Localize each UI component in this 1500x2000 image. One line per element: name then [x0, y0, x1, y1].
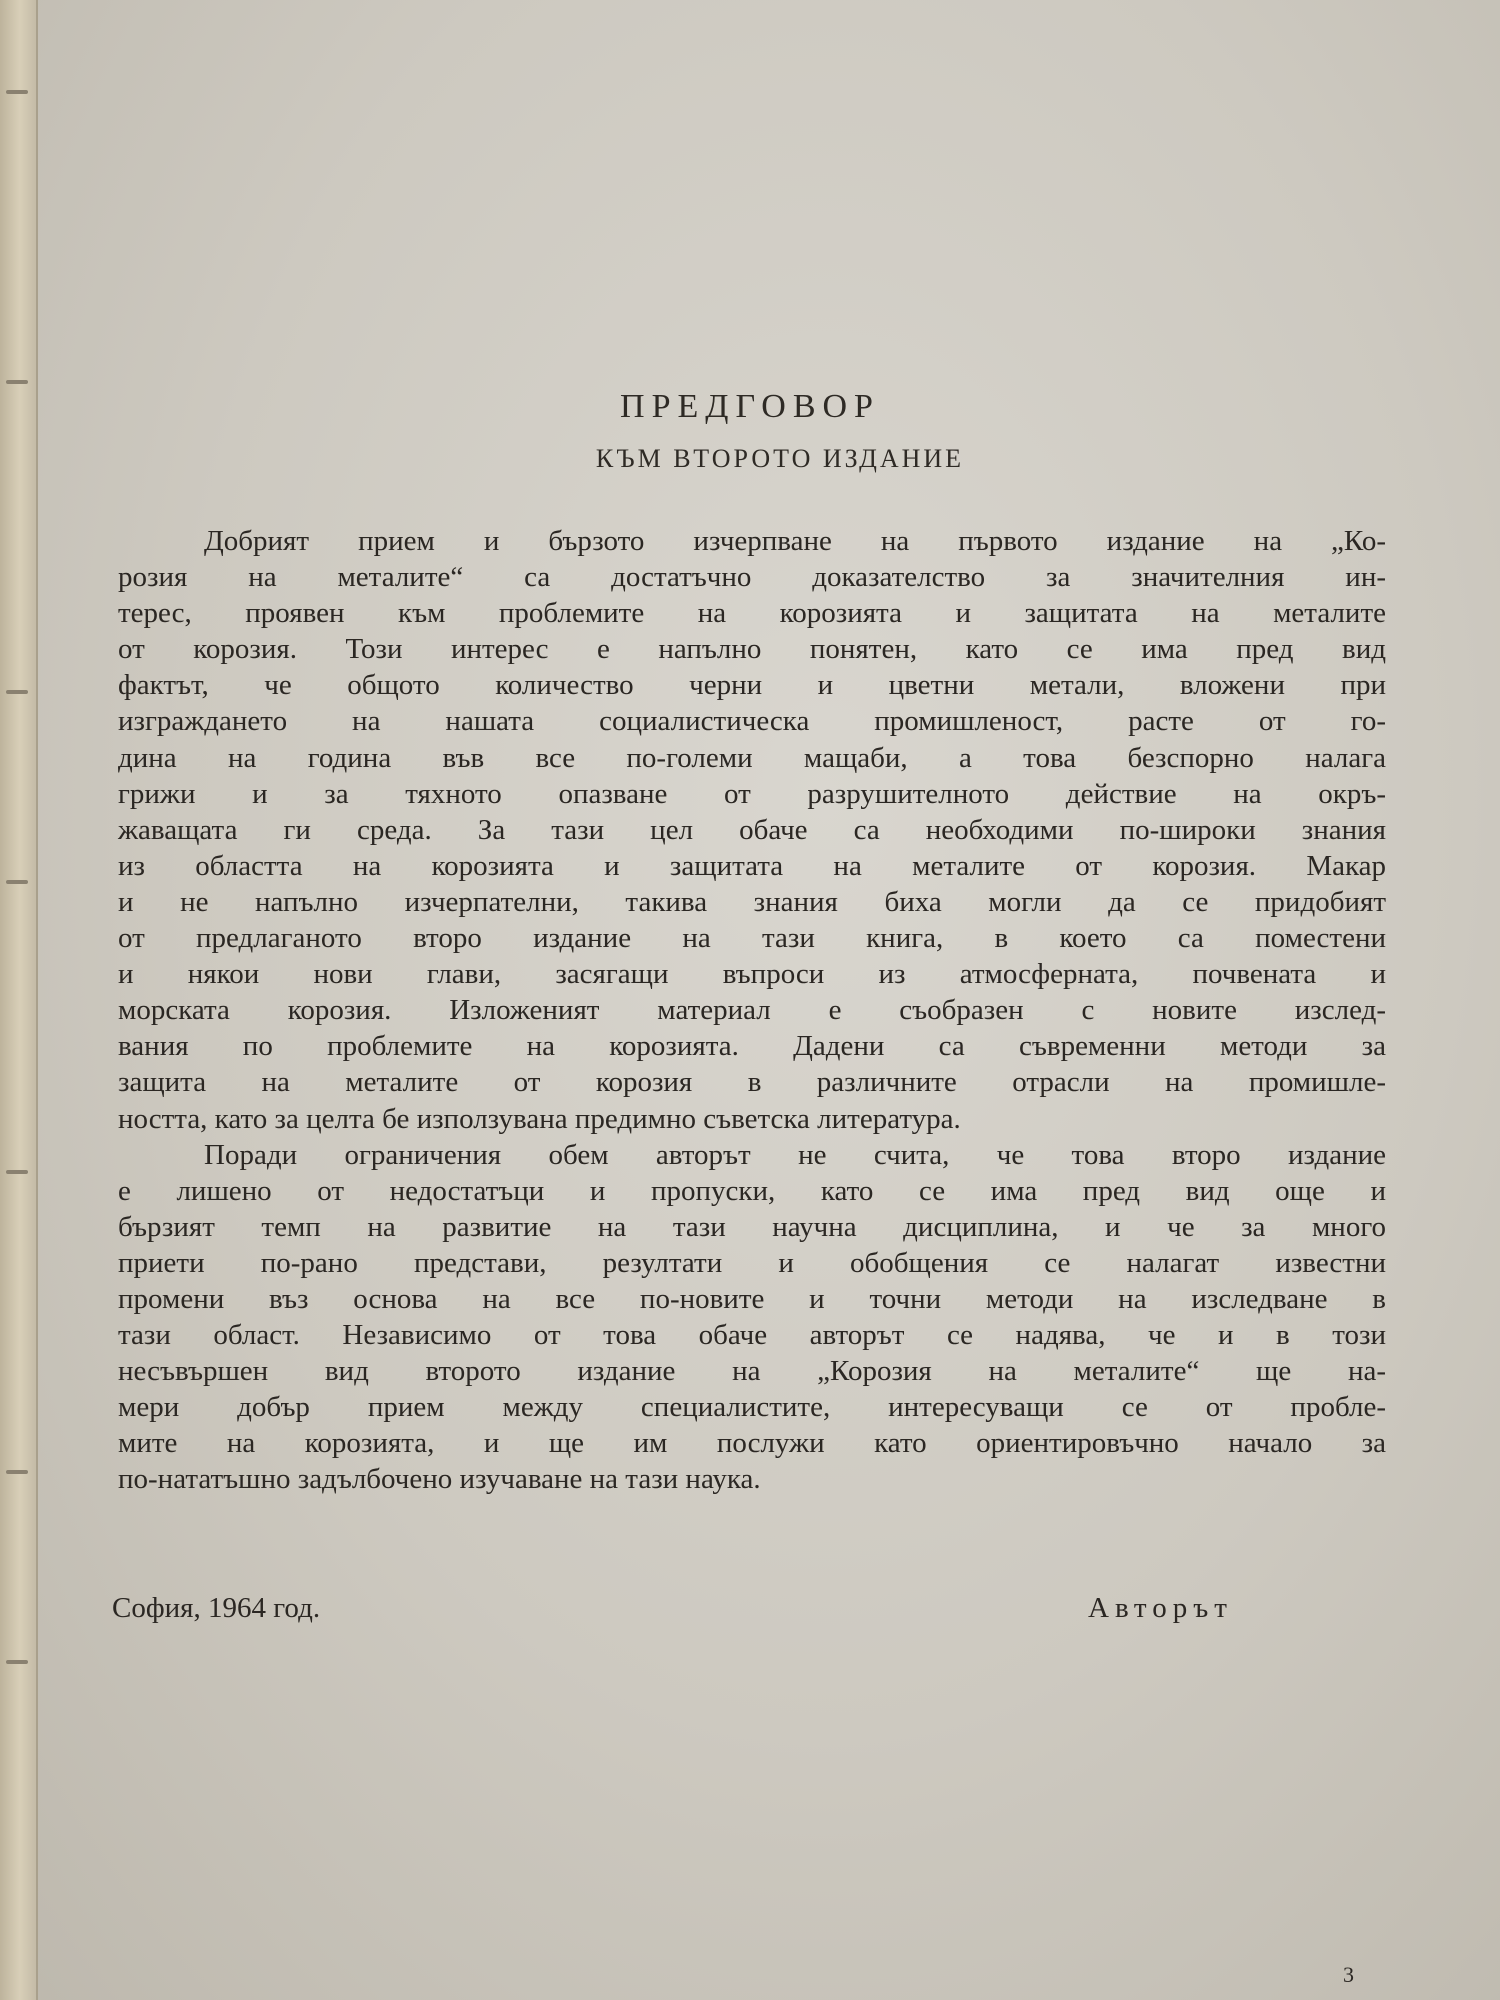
text-line: мери добър прием между специалистите, интересуващи се от пробле- [118, 1391, 1386, 1424]
page-subtitle: КЪМ ВТОРОТО ИЗДАНИЕ [595, 444, 965, 473]
text-line: промени въз основа на все по-новите и точни методи на изследване в [118, 1282, 1386, 1315]
binding-stitch [6, 90, 28, 94]
preface-body [118, 523, 1386, 1498]
text-line: грижи и за тяхното опазване от разрушителното действие на окръ- [118, 777, 1386, 810]
text-line: дина на година във все по-големи мащаби, а това безспорно налага [118, 741, 1386, 774]
text-line: жаващата ги среда. За тази цел обаче са необходими по-широки знания [118, 813, 1386, 846]
binding-stitch [6, 690, 28, 694]
text-line: Поради ограничения обем авторът не счита, че това второ издание [204, 1138, 1386, 1171]
text-line: несъвършен вид второто издание на „Корозия на металите“ ще на- [118, 1355, 1386, 1388]
text-line: и не напълно изчерпателни, такива знания биха могли да се придобият [118, 885, 1386, 918]
text-line: приети по-рано представи, резултати и обобщения се налагат известни [118, 1246, 1386, 1279]
text-line: из областта на корозията и защитата на металите от корозия. Макар [118, 849, 1386, 882]
text-line: защита на металите от корозия в различните отрасли на промишле- [118, 1066, 1386, 1099]
text-line: мите на корозията, и ще им послужи като ориентировъчно начало за [118, 1427, 1386, 1460]
text-line: фактът, че общото количество черни и цветни метали, вложени при [118, 669, 1386, 702]
binding-stitch [6, 1170, 28, 1174]
text-line: е лишено от недостатъци и пропуски, като се има пред вид още и [118, 1174, 1386, 1207]
text-line: по-нататъшно задълбочено изучаване на тази наука. [118, 1463, 761, 1496]
binding-stitch [6, 1660, 28, 1664]
page-title: ПРЕДГОВОР [620, 388, 880, 425]
text-line: от корозия. Този интерес е напълно понятен, като се има пред вид [118, 633, 1386, 666]
text-line: морската корозия. Изложеният материал е съобразен с новите изслед- [118, 994, 1386, 1027]
text-line: от предлаганото второ издание на тази книга, в което са поместени [118, 922, 1386, 955]
text-line: ността, като за целта бе използувана предимно съветска литература. [118, 1102, 961, 1135]
text-line: изграждането на нашата социалистическа промишленост, расте от го- [118, 705, 1386, 738]
text-line: и някои нови глави, засягащи въпроси из атмосферната, почвената и [118, 958, 1386, 991]
text-line: тази област. Независимо от това обаче авторът се надява, че и в този [118, 1319, 1386, 1352]
place-date: София, 1964 год. [112, 1592, 321, 1624]
page-number: 3 [1343, 1962, 1354, 1987]
binding-stitch [6, 880, 28, 884]
text-line: вания по проблемите на корозията. Дадени са съвременни методи за [118, 1030, 1386, 1063]
book-binding-edge [0, 0, 38, 2000]
text-line: терес, проявен към проблемите на корозията и защитата на металите [118, 597, 1386, 630]
binding-stitch [6, 1470, 28, 1474]
binding-stitch [6, 380, 28, 384]
text-line: бързият темп на развитие на тази научна дисциплина, и че за много [118, 1210, 1386, 1243]
text-line: Добрият прием и бързото изчерпване на първото издание на „Ко- [204, 525, 1386, 557]
author-signature: Авторът [1088, 1592, 1233, 1624]
text-line: розия на металите“ са достатъчно доказателство за значителния ин- [118, 561, 1386, 594]
